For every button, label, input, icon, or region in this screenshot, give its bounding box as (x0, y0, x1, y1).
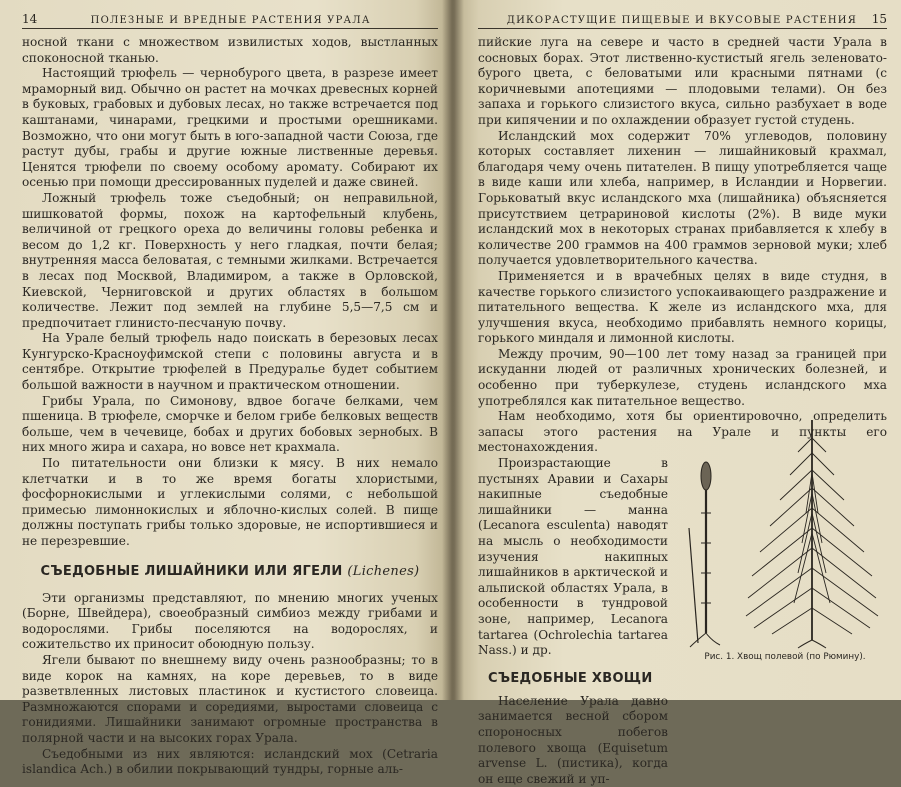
section-heading-lichens (22, 564, 438, 579)
paragraph: По питательности они близки к мясу. В них немало клетчатки и в то же время богаты хлористыми, фосфорнокислыми и углекислыми солями, с небольшой примесью лимоннокислых и яблочно-кислых солей. В пище должны поступать грибы только здоровые, не испортившиеся и не перезревшие. (22, 456, 438, 548)
paragraph: На Урале белый трюфель надо поискать в березовых лесах Кунгурско-Красноуфимской степи с половины августа и в сентябре. Открытие трюфелей в Предуралье будет событием большой важности в научном и практическом отношении. (22, 331, 438, 393)
paragraph: Произрастающие в пустынях Аравии и Сахары накипные съедобные лишайники — манна (Lecanora esculenta) наводят на мысль о необходимости изучения накипных лишайников в арктической и альпиской областях Урала, в особенности в тундровой зоне, например, Lecanora tartarea (Ochrolechia tartarea Nass.) и др. (478, 456, 668, 658)
section-heading-latin: (Lichenes) (347, 563, 420, 579)
section-heading-horsetails: СЪЕДОБНЫЕ ХВОЩИ (488, 670, 653, 686)
paragraph: Исландский мох содержит 70% углеводов, половину которых составляет лихенин — лишайниковый крахмал, благодаря чему очень питателен. В пищу употребляется чаще в виде каши или хлеба, например, в Исландии и Норвегии. Горьковатый вкус исландского мха (лишайника) объясняется присутствием цетрариновой кислоты (2%). В виде муки исландский мох в некоторых странах прибавляется к хлебу в количестве 200 граммов на 400 граммов зерновой муки; хлеб получается удовлетворительного качества. (478, 128, 887, 268)
paragraph: Население Урала давно занимается весной сбором спороносных побегов полевого хвоща (Equisetum arvense L. (пистика), когда он еще свежий и уп- (478, 693, 668, 786)
right-running-head (478, 12, 887, 29)
horsetail-illustration (684, 418, 889, 648)
right-page-number: 15 (871, 12, 887, 26)
paragraph: носной ткани с множеством извилистых ходов, выстланных споконосной тканью. (22, 35, 438, 65)
book-gutter (442, 0, 464, 700)
left-page-number: 14 (22, 12, 38, 26)
left-running-title: ПОЛЕЗНЫЕ И ВРЕДНЫЕ РАСТЕНИЯ УРАЛА (90, 15, 371, 26)
paragraph: Эти организмы представляют, по мнению многих ученых (Борне, Швейдера), своеобразный симбиоз между грибами и водорослями. Грибы поселяются на водорослях, и сожительство их приносит обоюдную пользу. (22, 590, 438, 652)
paragraph: Ягели бывают по внешнему виду очень разнообразны; то в виде корок на камнях, на коре деревьев, то в виде разветвленных листовых пластинок и кустистого словеица. Размножаются спорами и соредиями, выростами словеица с гонидиями. Лишайники занимают огромные пространства в полярной части и на высоких горах Урала. (22, 652, 438, 745)
right-running-title: ДИКОРАСТУЩИЕ ПИЩЕВЫЕ И ВКУСОВЫЕ РАСТЕНИЯ (506, 15, 857, 26)
left-running-head (22, 12, 438, 29)
left-page (0, 0, 452, 777)
paragraph: пийские луга на севере и часто в средней части Урала в сосновых борах. Этот лиственно-кустистый ягель зеленовато-бурого цвета, с беловатыми или красными пятнами (с коричневыми апотециями — плодовыми телами). Он без запаха и горького слизистого вкуса, сильно разбухает в воде при кипячении и по охлаждении образует густой студень. (478, 35, 887, 127)
section-heading-text: СЪЕДОБНЫЕ ЛИШАЙНИКИ ИЛИ ЯГЕЛИ (40, 563, 343, 579)
paragraph: Грибы Урала, по Симонову, вдвое богаче белками, чем пшеница. В трюфеле, сморчке и белом грибе белковых веществ больше, чем в чечевице, бобах и других бобовых зернобых. В них много жира и сахара, но вовсе нет крахмала. (22, 393, 438, 455)
paragraph: Ложный трюфель тоже съедобный; он неправильной, шишковатой формы, похож на картофельный клубень, величиной от грецкого ореха до величины головы ребенка и весом до 1,2 кг. Поверхность у него гладкая, почти белая; внутренняя масса беловатая, с темными жилками. Встречается в лесах под Москвой, Владимиром, а также в Орловской, Киевской, Черниговской и других областях в большом количестве. Лежит под землей на глубине 5,5—7,5 см и предпочитает глинисто-песчаную почву. (22, 190, 438, 330)
figure-caption: Рис. 1. Хвощ полевой (по Рюмину). (704, 652, 866, 662)
paragraph: Нам необходимо, хотя бы ориентировочно, определить запасы этого растения на Урале и пункты его местонахождения. (478, 409, 887, 455)
paragraph: Между прочим, 90—100 лет тому назад за границей при искуданни людей от различных хронических болезней, и особенно при туберкулезе, студень исландского мха употреблялся как питательное вещество. (478, 346, 887, 408)
paragraph: Настоящий трюфель — чернобурого цвета, в разрезе имеет мраморный вид. Обычно он растет на мочках древесных корней в буковых, грабовых и дубовых лесах, но также встречается под каштанами, чинарами, грецкими и простыми орешниками. Возможно, что они могут быть в юго-западной части Союза, где растут дубы, грабы и другие южные лиственные деревья. Ценятся трюфели по своему особому аромату. Собирают их осенью при помощи дрессированных пуделей и даже свиней. (22, 66, 438, 190)
paragraph: Применяется и в врачебных целях в виде студня, в качестве горького слизистого успокаивающего раздражение и питательного вещества. К желе из исландского мха, для улучшения вкуса, необходимо прибавлять немного корицы, горького миндаля и лимонной кислоты. (478, 268, 887, 346)
paragraph: Съедобными из них являются: исландский мох (Cetraria islandica Ach.) в обилии покрывающий тундры, горные аль- (22, 746, 438, 777)
narrow-column (478, 456, 668, 787)
